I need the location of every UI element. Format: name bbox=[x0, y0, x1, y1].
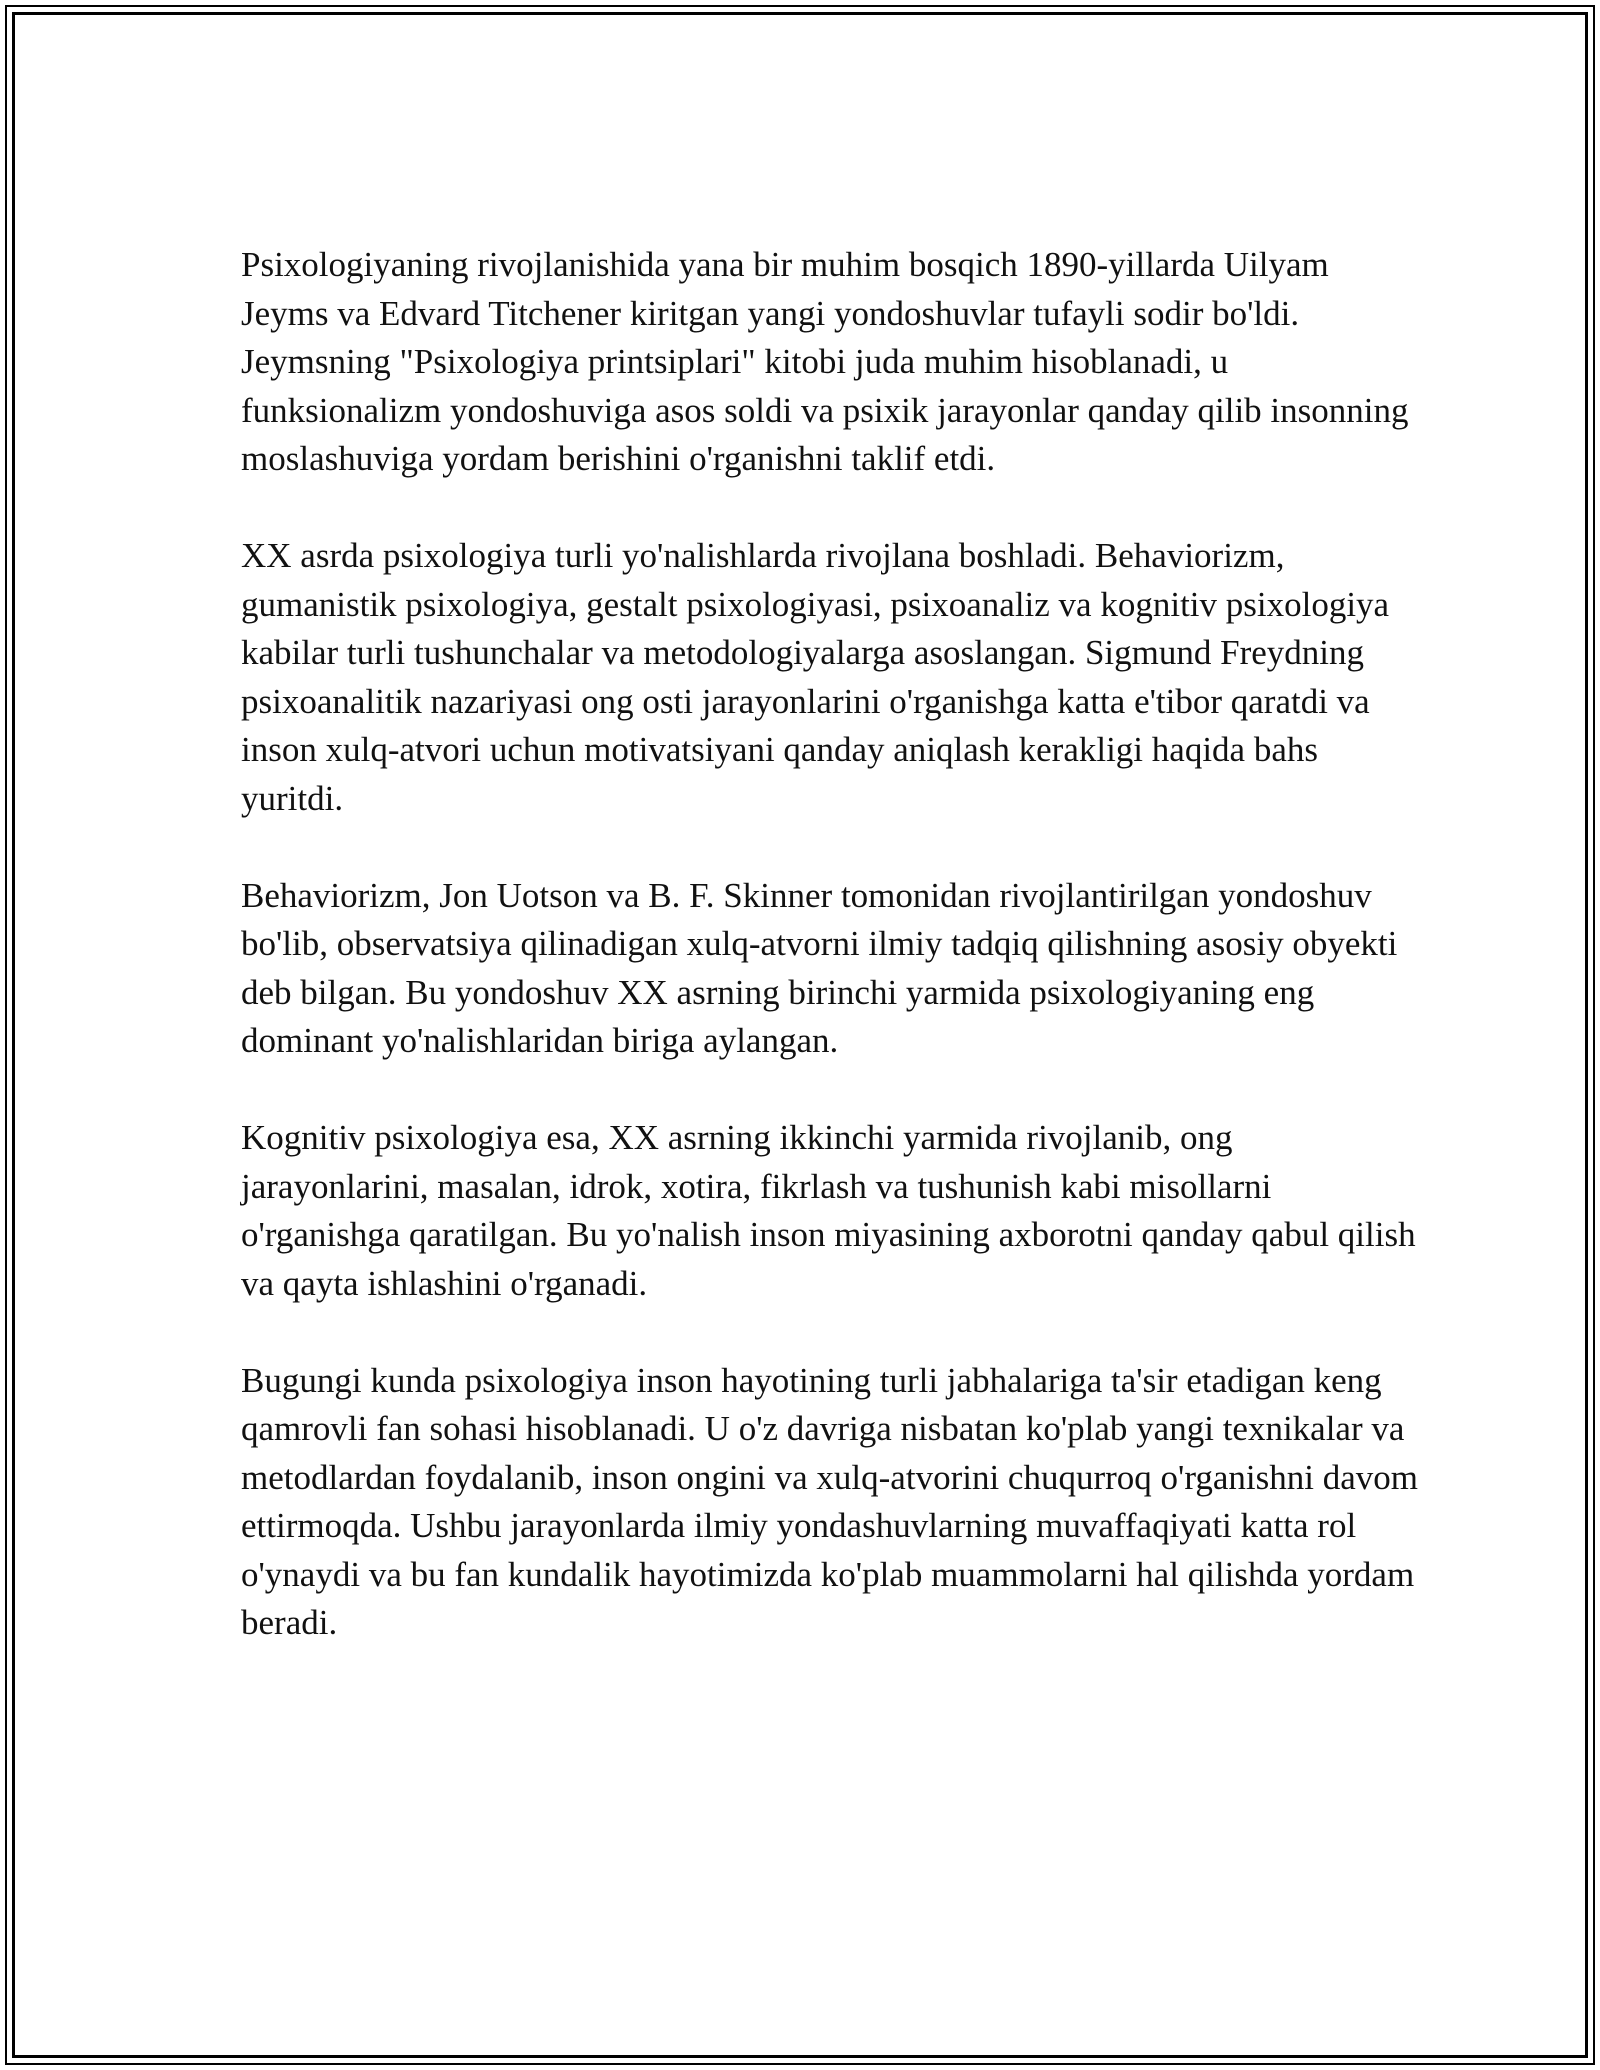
paragraph-4: Kognitiv psixologiya esa, XX asrning ikkinchi yarmida rivojlanib, ong jarayonlarini, masalan, idrok, xotira, fikrlash va tushunish kabi misollarni o'rganishga qaratilgan. Bu yo'nalish inson miyasining axborotni qanday qabul qilish va qayta ishlashini o'rganadi. bbox=[241, 1118, 1416, 1303]
paragraph-3: Behaviorizm, Jon Uotson va B. F. Skinner tomonidan rivojlantirilgan yondoshuv bo'lib, observatsiya qilinadigan xulq-atvorni ilmiy tadqiq qilishning asosiy obyekti deb bilgan. Bu yondoshuv XX asrning birinchi yarmida psixologiyaning eng dominant yo'nalishlaridan biriga aylangan. bbox=[241, 875, 1398, 1060]
page-border-inner bbox=[12, 12, 1588, 2058]
document-body bbox=[241, 241, 1421, 1696]
paragraph-2: XX asrda psixologiya turli yo'nalishlarda rivojlana boshladi. Behaviorizm, gumanistik psixologiya, gestalt psixologiyasi, psixoanaliz va kognitiv psixologiya kabilar turli tushunchalar va metodologiyalarga asoslangan. Sigmund Freydning psixoanalitik nazariyasi ong osti jarayonlarini o'rganishga katta e'tibor qaratdi va inson xulq-atvori uchun motivatsiyani qanday aniqlash kerakligi haqida bahs yuritdi. bbox=[241, 536, 1390, 818]
paragraph-5: Bugungi kunda psixologiya inson hayotining turli jabhalariga ta'sir etadigan keng qamrovli fan sohasi hisoblanadi. U o'z davriga nisbatan ko'plab yangi texnikalar va metodlardan foydalanib, inson ongini va xulq-atvorini chuqurroq o'rganishni davom ettirmoqda. Ushbu jarayonlarda ilmiy yondashuvlarning muvaffaqiyati katta rol o'ynaydi va bu fan kundalik hayotimizda ko'plab muammolarni hal qilishda yordam beradi. bbox=[241, 1360, 1418, 1642]
paragraph-1: Psixologiyaning rivojlanishida yana bir muhim bosqich 1890-yillarda Uilyam Jeyms va Edvard Titchener kiritgan yangi yondoshuvlar tufayli sodir bo'ldi. Jeymsning "Psixologiya printsiplari" kitobi juda muhim hisoblanadi, u funksionalizm yondoshuviga asos soldi va psixik jarayonlar qanday qilib insonning moslashuviga yordam berishini o'rganishni taklif etdi. bbox=[241, 245, 1409, 478]
page-border-outer bbox=[5, 5, 1595, 2065]
